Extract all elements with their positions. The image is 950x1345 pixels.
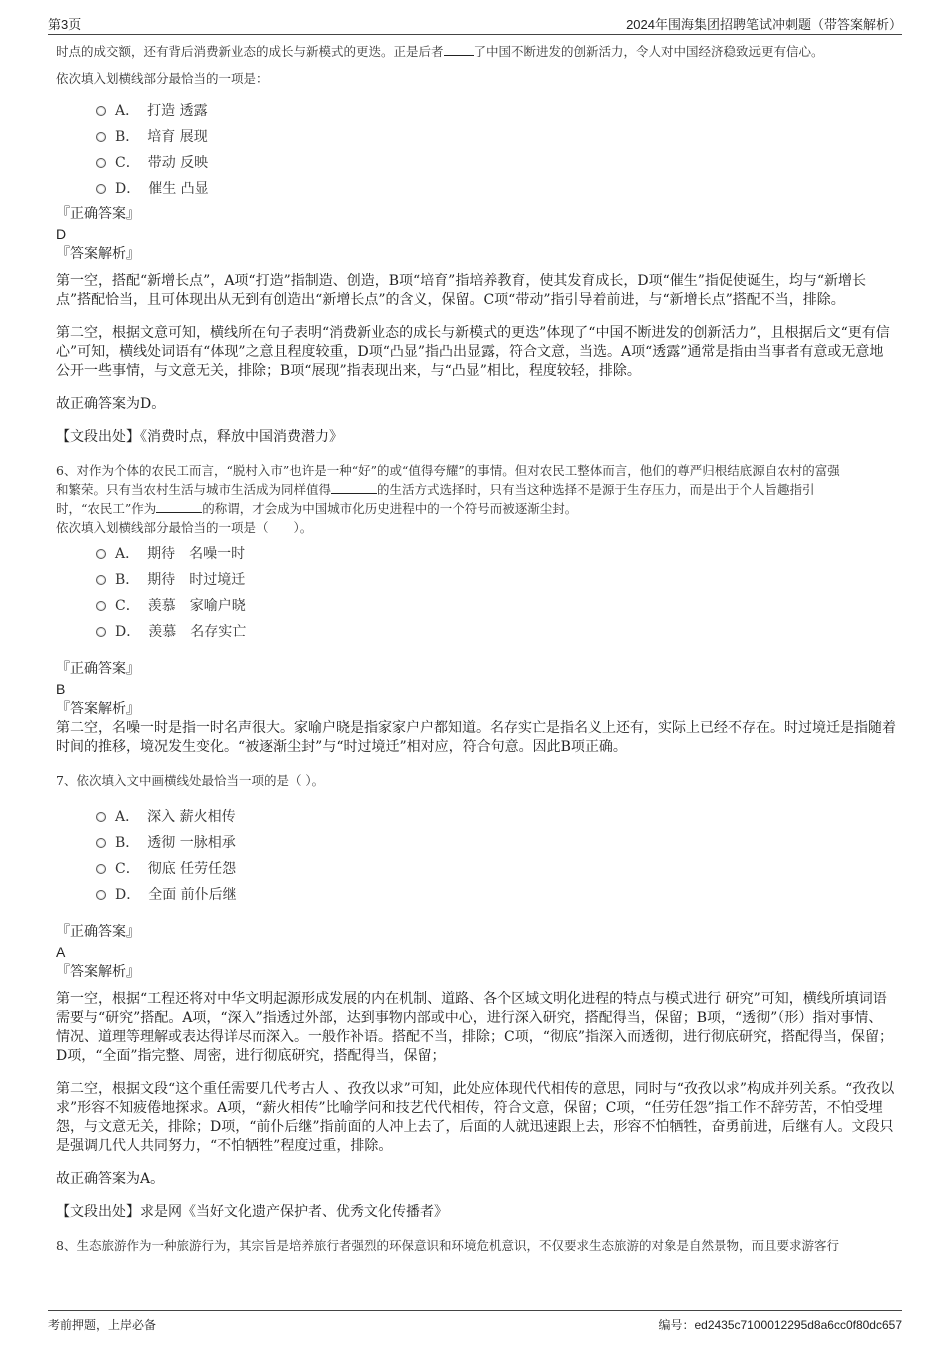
q6-passage-line-1: 6、对作为个体的农民工而言，“脱村入市”也许是一种“好”的或“值得夸耀”的事情。但对农民工整体而言，他们的尊严归根结底源自农村的富强 [56, 463, 840, 478]
q5-option-a[interactable]: A． 打造 透露 [96, 98, 896, 124]
footer-slogan: 考前押题，上岸必备 [48, 1318, 157, 1332]
q5-passage: 时点的成交额，还有背后消费新业态的成长与新模式的更迭。正是后者 了中国不断进发的创新活力，令人对中国经济稳致远更有信心。 [56, 44, 824, 59]
radio-icon[interactable] [96, 838, 106, 848]
radio-icon[interactable] [96, 812, 106, 822]
radio-icon[interactable] [96, 601, 106, 611]
q7-stem: 7、依次填入文中画横线处最恰当一项的是（ ）。 [56, 773, 325, 788]
q5-source: 【文段出处】《消费时点，释放中国消费潜力》 [56, 429, 343, 445]
radio-icon[interactable] [96, 864, 106, 874]
q5-answer: D [56, 226, 67, 242]
radio-icon[interactable] [96, 132, 106, 142]
q5-options [96, 98, 896, 202]
q6-passage-line-2: 和繁荣。只有当农村生活与城市生活成为同样值得 的生活方式选择时，只有当这种选择不是源于生存压力，而是出于个人旨趣指引 [56, 482, 815, 497]
q5-analysis-label: 『答案解析』 [56, 246, 140, 262]
q7-analysis-1: 第一空，根据“工程还将对中华文明起源形成发展的内在机制、道路、各个区域文明化进程的特点与模式进行 研究”可知，横线所填词语需要与“研究”搭配。A项，“深入”指透过外部，达到事物内部或中心，进行深入研究，搭配得当，保留；B项，“透彻”（形）指对事情、情况、道理等理解或表达得详尽而深入。一般作补语。搭配不当，排除；C项，“彻底”指深入而透彻，进行彻底研究，搭配得当，保留；D项，“全面”指完整、周密，进行彻底研究，搭配得当，保留； [56, 991, 894, 1064]
document-title: 2024年围海集团招聘笔试冲刺题（带答案解析） [626, 17, 902, 32]
q5-option-c[interactable]: C． 带动 反映 [96, 150, 896, 176]
q6-passage-line-3: 时，“农民工”作为 的称谓，才会成为中国城市化历史进程中的一个符号而被逐渐尘封。 [56, 501, 578, 516]
q8-stem-partial: 8、生态旅游作为一种旅游行为，其宗旨是培养旅行者强烈的环保意识和环境危机意识，不仅要求生态旅游的对象是自然景物，而且要求游客行 [56, 1238, 839, 1253]
radio-icon[interactable] [96, 158, 106, 168]
q6-option-d[interactable]: D． 羡慕 名存实亡 [96, 619, 896, 645]
q6-option-c[interactable]: C． 羡慕 家喻户晓 [96, 593, 896, 619]
page-footer [48, 1310, 902, 1333]
document-id: 编号：ed2435c7100012295d8a6cc0f80dc657 [658, 1318, 902, 1332]
q7-option-d[interactable]: D． 全面 前仆后继 [96, 882, 896, 908]
q7-analysis-label: 『答案解析』 [56, 964, 140, 980]
q5-analysis-2: 第二空，根据文意可知，横线所在句子表明“消费新业态的成长与新模式的更迭”体现了“中国不断进发的创新活力”，且根据后文“更有信心”可知，横线处词语有“体现”之意且程度较重，D项“凸显”指凸出显露，符合文意，当选。A项“透露”通常是指由当事者有意或无意地公开一些事情，与文意无关，排除；B项“展现”指表现出来，与“凸显”相比，程度较轻，排除。 [56, 325, 890, 379]
q7-options [96, 804, 896, 908]
q5-prompt: 依次填入划横线部分最恰当的一项是： [56, 71, 269, 86]
q7-option-a[interactable]: A． 深入 薪火相传 [96, 804, 896, 830]
q7-analysis-2: 第二空，根据文段“这个重任需要几代考古人 、孜孜以求”可知，此处应体现代代相传的意思，同时与“孜孜以求”构成并列关系。“孜孜以求”形容不知疲倦地探求。A项，“薪火相传”比喻学问和技艺代代相传，符合文意，保留；C项，“任劳任怨”指工作不辞劳苦，不怕受埋怨，与文意无关，排除；D项，“前仆后继”指前面的人冲上去了，后面的人就迅速跟上去，形容不怕牺牲，奋勇前进，后继有人。文段只是强调几代人共同努力，“不怕牺牲”程度过重，排除。 [56, 1081, 895, 1154]
q6-answer-label: 『正确答案』 [56, 661, 140, 677]
q7-option-b[interactable]: B． 透彻 一脉相承 [96, 830, 896, 856]
q5-option-b[interactable]: B． 培育 展现 [96, 124, 896, 150]
q7-option-c[interactable]: C． 彻底 任劳任怨 [96, 856, 896, 882]
q6-option-a[interactable]: A． 期待 名噪一时 [96, 541, 896, 567]
radio-icon[interactable] [96, 627, 106, 637]
radio-icon[interactable] [96, 575, 106, 585]
q6-option-b[interactable]: B． 期待 时过境迁 [96, 567, 896, 593]
q6-analysis-label: 『答案解析』 [56, 701, 140, 717]
q6-options [96, 541, 896, 645]
page-content [56, 42, 896, 1298]
radio-icon[interactable] [96, 549, 106, 559]
q7-conclusion: 故正确答案为A。 [56, 1171, 165, 1187]
radio-icon[interactable] [96, 184, 106, 194]
page-number: 第3页 [48, 17, 82, 32]
q6-answer: B [56, 681, 66, 697]
q5-analysis-1: 第一空，搭配“新增长点”，A项“打造”指制造、创造，B项“培育”指培养教育，使其发育成长，D项“催生”指促使诞生，均与“新增长点”搭配恰当，且可体现出从无到有创造出“新增长点”的含义，保留。C项“带动”指引导着前进，与“新增长点”搭配不当，排除。 [56, 273, 867, 308]
q7-source: 【文段出处】求是网《当好文化遗产保护者、优秀文化传播者》 [56, 1204, 448, 1220]
q7-answer-label: 『正确答案』 [56, 924, 140, 940]
q5-option-d[interactable]: D． 催生 凸显 [96, 176, 896, 202]
radio-icon[interactable] [96, 106, 106, 116]
q5-answer-label: 『正确答案』 [56, 206, 140, 222]
q5-conclusion: 故正确答案为D。 [56, 396, 166, 412]
q7-answer: A [56, 944, 66, 960]
page-header [48, 12, 902, 35]
radio-icon[interactable] [96, 890, 106, 900]
q6-analysis: 第二空，名噪一时是指一时名声很大。家喻户晓是指家家户户都知道。名存实亡是指名义上还有，实际上已经不存在。时过境迁是指随着时间的推移，境况发生变化。“被逐渐尘封”与“时过境迁”相对应，符合句意。因此B项正确。 [56, 720, 896, 755]
q6-prompt: 依次填入划横线部分最恰当的一项是（ ）。 [56, 520, 313, 535]
